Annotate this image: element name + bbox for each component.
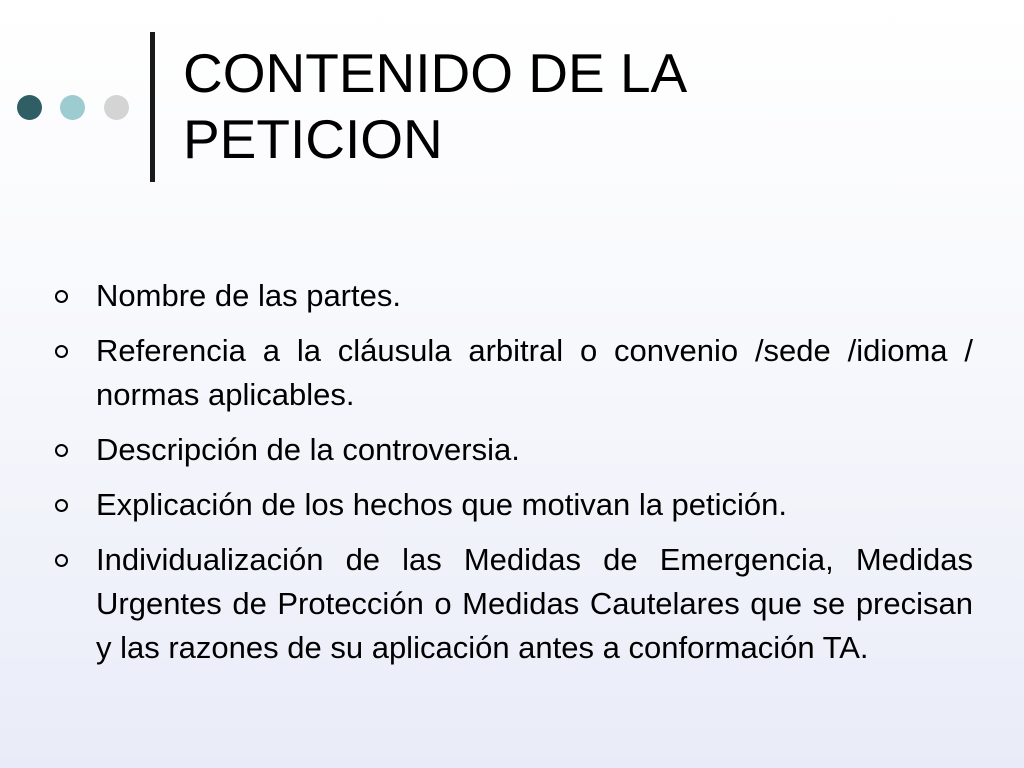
bullet-item <box>55 428 973 472</box>
slide-title-line-1: CONTENIDO DE LA <box>183 42 688 104</box>
dot-icon-light-teal <box>60 95 85 120</box>
hollow-circle-bullet-icon <box>55 290 68 303</box>
hollow-circle-bullet-icon <box>55 499 68 512</box>
hollow-circle-bullet-icon <box>55 554 68 567</box>
bullet-text: Nombre de las partes. <box>96 278 401 313</box>
bullet-text: Descripción de la controversia. <box>96 432 520 467</box>
dot-icon-dark-teal <box>17 95 42 120</box>
bullet-item <box>55 538 973 670</box>
bullet-text: Referencia a la cláusula arbitral o convenio /sede /idioma / normas aplicables. <box>96 333 973 412</box>
bullet-item <box>55 329 973 417</box>
hollow-circle-bullet-icon <box>55 345 68 358</box>
dot-icon-light-gray <box>104 95 129 120</box>
bullet-text: Individualización de las Medidas de Emergencia, Medidas Urgentes de Protección o Medidas Cautelares que se precisan y las razones de su aplicación antes a conformación TA. <box>96 542 973 665</box>
bullet-list <box>55 274 973 681</box>
hollow-circle-bullet-icon <box>55 444 68 457</box>
slide-title <box>183 40 963 172</box>
title-divider-bar <box>150 32 155 182</box>
bullet-item <box>55 274 973 318</box>
decorative-dots <box>0 93 140 123</box>
bullet-item <box>55 483 973 527</box>
slide-title-line-2: PETICION <box>183 108 443 170</box>
bullet-text: Explicación de los hechos que motivan la petición. <box>96 487 788 522</box>
